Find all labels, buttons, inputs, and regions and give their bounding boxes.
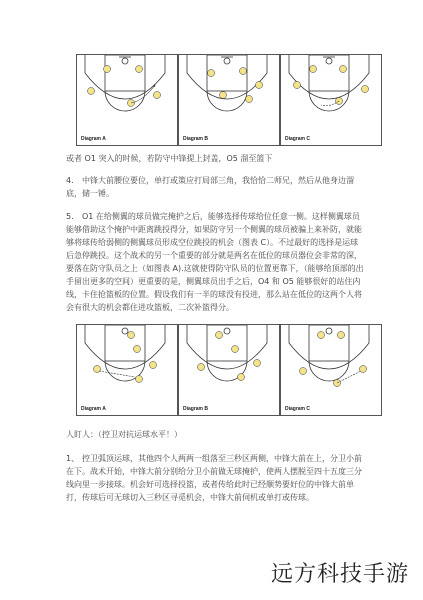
watermark-text: 远方科技手游: [270, 562, 409, 587]
player-marker-group: [88, 66, 161, 107]
diagram-caption: Diagram A: [81, 136, 106, 142]
player-marker-group: [94, 332, 157, 383]
diagram-caption: Diagram C: [285, 406, 311, 412]
court-diagram-bottom-a: [77, 325, 179, 417]
diagram-caption: Diagram B: [183, 136, 209, 142]
diagram-bottom-c: [280, 324, 382, 416]
diagram-top-a: [76, 54, 178, 146]
list-item-text: O1 在给侧翼的球员做完掩护之后，能够选择传球给位任意一侧。这样侧翼球员能够借助这个掩护中距离跳投得分，如果防守另一个侧翼的球员被骗上来补防，就能够将球传给弱侧的侧翼球员形成空位跳投的机会（图表 C）。不过最好的选择是运球后急停跳投。这个战术的另一个重要的部分就是两名在低位的球员器位会非常的深，要落在防守队员之上（如图表 A).这就使得防守队员的位置更靠下，（能够给顶部的出手留出更多的空间）更重要的是，侧翼球员出手之后，O4 和 O5 能够很好的站住内线，卡住抢篮板的位置。假设我们有一半的球没有投进，那么站在低位的这两个人将会有很大的机会都住进攻篮板，二次补篮得分。: [66, 212, 364, 312]
section-heading-man-to-man: 人盯人：（控卫对抗运球水平！）: [66, 430, 182, 439]
list-item-number: 1、: [66, 454, 80, 463]
list-item-4: [66, 174, 366, 200]
court-diagram-top-c: [281, 55, 383, 147]
list-item-text: 控卫弧顶运球，其他四个人两两一组落至三秒区两侧，中锋大前在上，分卫小前在下。战术开始，中锋大前分别给分卫小前做无球掩护，使两人摆脱至四十五度三分线向里一步接球。机会好可选择投篮，或者传给此时已经顺势要好位的中锋大前单打，传球后可无球切入三秒区寻觅机会，中锋大前伺机或单打或传球。: [66, 454, 362, 502]
player-marker-group: [300, 332, 367, 387]
list-item-1: [66, 452, 366, 504]
diagram-bottom-a: [76, 324, 178, 416]
diagram-caption: Diagram B: [183, 406, 209, 412]
diagram-top-c: [280, 54, 382, 146]
diagram-bottom-b: [178, 324, 280, 416]
diagram-row-top: [76, 54, 382, 146]
court-diagram-top-b: [179, 55, 281, 147]
list-item-5: [66, 210, 366, 314]
paragraph-o1-break: 或者 O1 突入的时候，若防守中锋提上封盖，O5 溜至篮下: [66, 154, 273, 163]
diagram-caption: Diagram C: [285, 136, 311, 142]
list-item-number: 5.: [66, 212, 74, 221]
list-item-text: 中锋大前腰位要位，单打或策应打局部三角，我恰恰二师兄，然后从他身边溜底，储一锤。: [66, 176, 354, 198]
diagram-caption: Diagram A: [81, 406, 106, 412]
court-diagram-top-a: [77, 55, 179, 147]
diagram-top-b: [178, 54, 280, 146]
court-diagram-bottom-b: [179, 325, 281, 417]
diagram-row-bottom: [76, 324, 382, 416]
court-diagram-bottom-c: [281, 325, 383, 417]
list-item-number: 4.: [66, 176, 74, 185]
